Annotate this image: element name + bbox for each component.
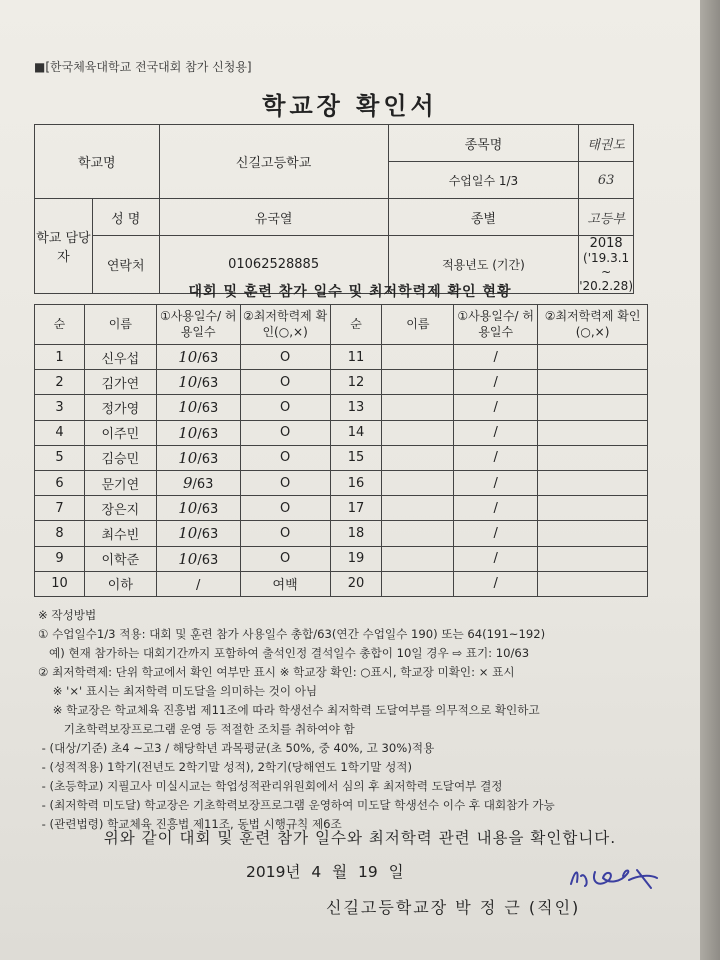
row-check: O <box>240 496 330 521</box>
instruction-line: - (성적적용) 1학기(전년도 2학기말 성적), 2학기(당해연도 1학기말 성적) <box>38 760 412 774</box>
row-no-2: 12 <box>330 370 382 395</box>
row-no: 7 <box>35 496 85 521</box>
row-check-2 <box>538 395 648 420</box>
row-allowed-days: /63 <box>197 426 219 442</box>
class-days-value: 63 <box>579 162 634 199</box>
category-value: 고등부 <box>579 199 634 236</box>
row-name: 최수빈 <box>84 521 156 546</box>
table-row <box>35 370 648 395</box>
row-name: 장은지 <box>84 496 156 521</box>
col-check-2: ②최저학력제 확인(○,×) <box>538 305 648 345</box>
row-no: 8 <box>35 521 85 546</box>
row-name-2 <box>382 571 454 596</box>
row-no-2: 14 <box>330 420 382 445</box>
name-label: 성 명 <box>92 199 159 236</box>
category-label: 종별 <box>388 199 579 236</box>
row-allowed-days: / <box>196 577 201 593</box>
row-check: O <box>240 546 330 571</box>
contact-value: 01062528885 <box>159 236 388 294</box>
row-no-2: 11 <box>330 345 382 370</box>
row-check: O <box>240 345 330 370</box>
table-row <box>35 345 648 370</box>
row-no-2: 17 <box>330 496 382 521</box>
row-no: 2 <box>35 370 85 395</box>
row-days <box>156 395 240 420</box>
row-name-2 <box>382 370 454 395</box>
row-check-2 <box>538 546 648 571</box>
row-no-2: 15 <box>330 445 382 470</box>
row-days <box>156 445 240 470</box>
row-allowed-days: /63 <box>197 351 219 367</box>
instruction-line: 예) 현재 참가하는 대회기간까지 포함하여 출석인정 결석일수 총합이 10일 경우 ⇨ 표기: 10/63 <box>38 646 530 660</box>
row-used-days: 10 <box>178 524 198 543</box>
instruction-line: ① 수업일수1/3 적용: 대회 및 훈련 참가 사용일수 총합/63(연간 수업일수 190) 또는 64(191~192) <box>38 627 546 641</box>
row-no: 1 <box>35 345 85 370</box>
table-row <box>35 496 648 521</box>
row-days-2: / <box>454 395 538 420</box>
confirmation-date: 2019년 4 월 19 일 <box>246 863 404 881</box>
row-name-2 <box>382 496 454 521</box>
row-name: 정가영 <box>84 395 156 420</box>
col-no: 순 <box>35 305 85 345</box>
school-label: 학교명 <box>35 125 160 199</box>
row-no: 3 <box>35 395 85 420</box>
row-name-2 <box>382 546 454 571</box>
row-check-2 <box>538 470 648 495</box>
row-used-days: 10 <box>178 348 198 367</box>
school-name: 신길고등학교 <box>159 125 388 199</box>
row-days <box>156 470 240 495</box>
row-check: O <box>240 420 330 445</box>
teacher-label: 학교 담당자 <box>35 199 93 294</box>
col-days: ①사용일수/ 허용일수 <box>156 305 240 345</box>
row-days-2: / <box>454 546 538 571</box>
row-allowed-days: /63 <box>197 527 219 543</box>
row-used-days: 9 <box>182 474 193 493</box>
row-no: 5 <box>35 445 85 470</box>
row-days-2: / <box>454 571 538 596</box>
row-name: 김가연 <box>84 370 156 395</box>
row-days-2: / <box>454 445 538 470</box>
year-label: 적용년도 (기간) <box>388 236 579 294</box>
row-check-2 <box>538 370 648 395</box>
table-row <box>35 521 648 546</box>
col-name: 이름 <box>84 305 156 345</box>
row-days <box>156 521 240 546</box>
row-name: 이주민 <box>84 420 156 445</box>
table-header-row <box>35 305 648 345</box>
document-title: 학교장 확인서 <box>262 92 438 120</box>
period-value: ('19.3.1 ~ '20.2.28) <box>579 251 634 293</box>
row-days <box>156 345 240 370</box>
row-allowed-days: /63 <box>197 451 219 467</box>
header-note: ■[한국체육대학교 전국대회 참가 신청용] <box>34 60 252 74</box>
instruction-line: ② 최저학력제: 단위 학교에서 확인 여부만 표시 ※ 학교장 확인: ○표시, 학교장 미확인: × 표시 <box>38 665 515 679</box>
row-name: 이학준 <box>84 546 156 571</box>
instruction-line: - (관련법령) 학교체육 진흥법 제11조, 동법 시행규칙 제6조 <box>38 817 342 831</box>
teacher-name: 유국열 <box>159 199 388 236</box>
row-name-2 <box>382 395 454 420</box>
row-name: 이하 <box>84 571 156 596</box>
row-days <box>156 370 240 395</box>
row-check: O <box>240 445 330 470</box>
row-days <box>156 546 240 571</box>
row-allowed-days: /63 <box>197 376 219 392</box>
event-label: 종목명 <box>388 125 579 162</box>
row-days <box>156 571 240 596</box>
col-no-2: 순 <box>330 305 382 345</box>
row-no: 6 <box>35 470 85 495</box>
table-row <box>35 571 648 596</box>
row-name: 문기연 <box>84 470 156 495</box>
row-allowed-days: /63 <box>197 401 219 417</box>
row-days-2: / <box>454 521 538 546</box>
section-title: 대회 및 훈련 참가 일수 및 최저학력제 확인 현황 <box>188 284 512 300</box>
row-used-days: 10 <box>178 423 198 442</box>
row-check: O <box>240 470 330 495</box>
instruction-line: ※ '×' 표시는 최저학력 미도달을 의미하는 것이 아님 <box>38 684 318 698</box>
table-row <box>35 546 648 571</box>
row-name-2 <box>382 345 454 370</box>
row-no: 10 <box>35 571 85 596</box>
row-allowed-days: /63 <box>197 502 219 518</box>
row-days-2: / <box>454 345 538 370</box>
row-name: 김승민 <box>84 445 156 470</box>
row-name-2 <box>382 420 454 445</box>
row-check-2 <box>538 420 648 445</box>
year-value: 2018 <box>589 236 623 251</box>
row-check: 여백 <box>240 571 330 596</box>
row-check-2 <box>538 445 648 470</box>
row-days <box>156 496 240 521</box>
row-check-2 <box>538 345 648 370</box>
row-allowed-days: /63 <box>192 477 214 493</box>
row-check: O <box>240 395 330 420</box>
instruction-line: - (초등학교) 지필고사 미실시교는 학업성적관리위원회에서 심의 후 최저학력 도달여부 결정 <box>38 779 503 793</box>
row-days-2: / <box>454 496 538 521</box>
row-check: O <box>240 521 330 546</box>
row-check-2 <box>538 496 648 521</box>
row-days-2: / <box>454 420 538 445</box>
row-no-2: 19 <box>330 546 382 571</box>
principal-name: 신길고등학교장 박 정 근 (직인) <box>326 898 581 917</box>
row-used-days: 10 <box>178 549 198 568</box>
col-check: ②최저학력제 확인(○,×) <box>240 305 330 345</box>
col-name-2: 이름 <box>382 305 454 345</box>
row-days <box>156 420 240 445</box>
row-allowed-days: /63 <box>197 552 219 568</box>
row-used-days: 10 <box>178 373 198 392</box>
row-name: 신우섭 <box>84 345 156 370</box>
row-days-2: / <box>454 370 538 395</box>
table-row <box>35 395 648 420</box>
instruction-line: - (최저학력 미도달) 학교장은 기초학력보장프로그램 운영하여 미도달 학생선수 이수 후 대회참가 가능 <box>38 798 555 812</box>
school-info-table <box>34 124 634 294</box>
confirmation-statement: 위와 같이 대회 및 훈련 참가 일수와 최저학력 관련 내용을 확인합니다. <box>103 829 617 847</box>
col-days-2: ①사용일수/ 허용일수 <box>454 305 538 345</box>
row-days-2: / <box>454 470 538 495</box>
row-name-2 <box>382 445 454 470</box>
class-days-label: 수업일수 1/3 <box>388 162 579 199</box>
row-name-2 <box>382 470 454 495</box>
table-row <box>35 420 648 445</box>
table-row <box>35 445 648 470</box>
row-used-days: 10 <box>178 398 198 417</box>
row-no: 4 <box>35 420 85 445</box>
instructions <box>38 606 678 834</box>
row-no: 9 <box>35 546 85 571</box>
instruction-line: ※ 작성방법 <box>38 608 97 622</box>
row-no-2: 20 <box>330 571 382 596</box>
row-no-2: 16 <box>330 470 382 495</box>
row-name-2 <box>382 521 454 546</box>
row-used-days: 10 <box>178 499 198 518</box>
table-row <box>35 470 648 495</box>
signature-image <box>565 862 675 894</box>
row-no-2: 13 <box>330 395 382 420</box>
contact-label: 연락처 <box>92 236 159 294</box>
row-no-2: 18 <box>330 521 382 546</box>
participation-table <box>34 304 648 597</box>
row-used-days: 10 <box>178 448 198 467</box>
row-check: O <box>240 370 330 395</box>
instruction-line: 기초학력보장프로그램 운영 등 적절한 조치를 취하여야 함 <box>38 722 355 736</box>
row-check-2 <box>538 571 648 596</box>
instruction-line: ※ 학교장은 학교체육 진흥법 제11조에 따라 학생선수 최저학력 도달여부를 의무적으로 확인하고 <box>38 703 540 717</box>
event-value: 태권도 <box>579 125 634 162</box>
row-check-2 <box>538 521 648 546</box>
instruction-line: - (대상/기준) 초4 ~고3 / 해당학년 과목평균(초 50%, 중 40%, 고 30%)적용 <box>38 741 435 755</box>
